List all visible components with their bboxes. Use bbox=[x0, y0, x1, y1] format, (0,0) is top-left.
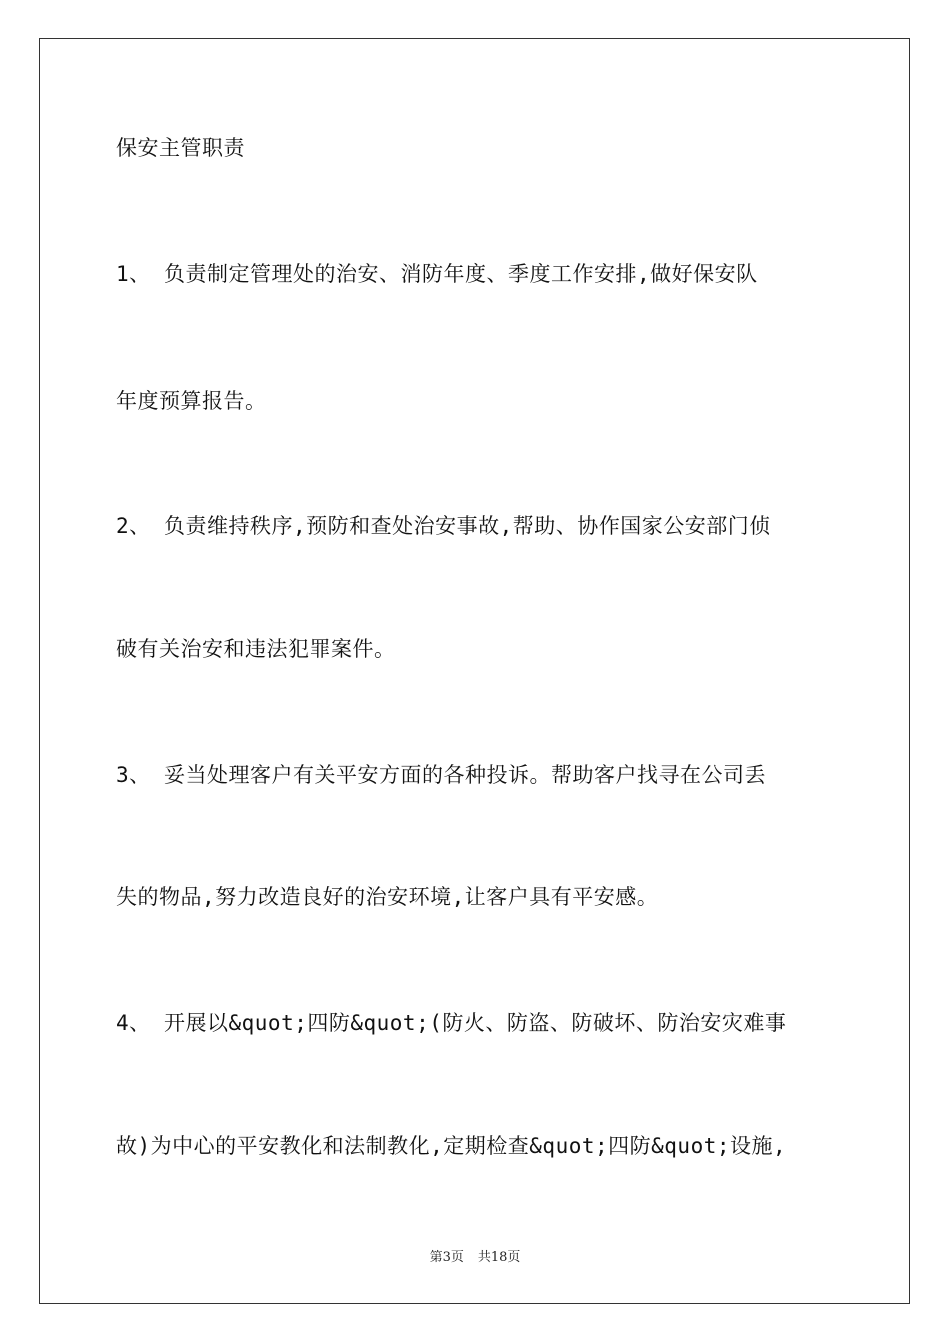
item-2-number: 2、 bbox=[116, 514, 151, 538]
item-4-first-line bbox=[116, 1008, 836, 1038]
item-2-second-line: 破有关治安和违法犯罪案件。 bbox=[116, 637, 396, 661]
item-4-text: 开展以&quot;四防&quot;(防火、防盗、防破坏、防治安灾难事 bbox=[164, 1011, 787, 1035]
page-footer bbox=[0, 1246, 950, 1265]
item-2-first-line bbox=[116, 511, 836, 541]
item-2-text: 负责维持秩序,预防和查处治安事故,帮助、协作国家公安部门侦 bbox=[164, 514, 771, 538]
page-total: 共18页 bbox=[477, 1250, 521, 1265]
item-1-number: 1、 bbox=[116, 262, 151, 286]
item-4-number: 4、 bbox=[116, 1011, 151, 1035]
item-3-text: 妥当处理客户有关平安方面的各种投诉。帮助客户找寻在公司丢 bbox=[164, 763, 766, 787]
item-4-second-line: 故)为中心的平安教化和法制教化,定期检查&quot;四防&quot;设施, bbox=[116, 1134, 787, 1158]
page-border bbox=[39, 38, 910, 1304]
page-number: 第3页 bbox=[429, 1250, 464, 1265]
item-3-number: 3、 bbox=[116, 763, 151, 787]
item-3-second-line: 失的物品,努力改造良好的治安环境,让客户具有平安感。 bbox=[116, 885, 659, 909]
item-3-first-line bbox=[116, 760, 836, 790]
item-1-second-line: 年度预算报告。 bbox=[116, 389, 267, 413]
item-1-text: 负责制定管理处的治安、消防年度、季度工作安排,做好保安队 bbox=[164, 262, 758, 286]
item-1-first-line bbox=[116, 259, 836, 289]
document-title: 保安主管职责 bbox=[116, 136, 245, 160]
